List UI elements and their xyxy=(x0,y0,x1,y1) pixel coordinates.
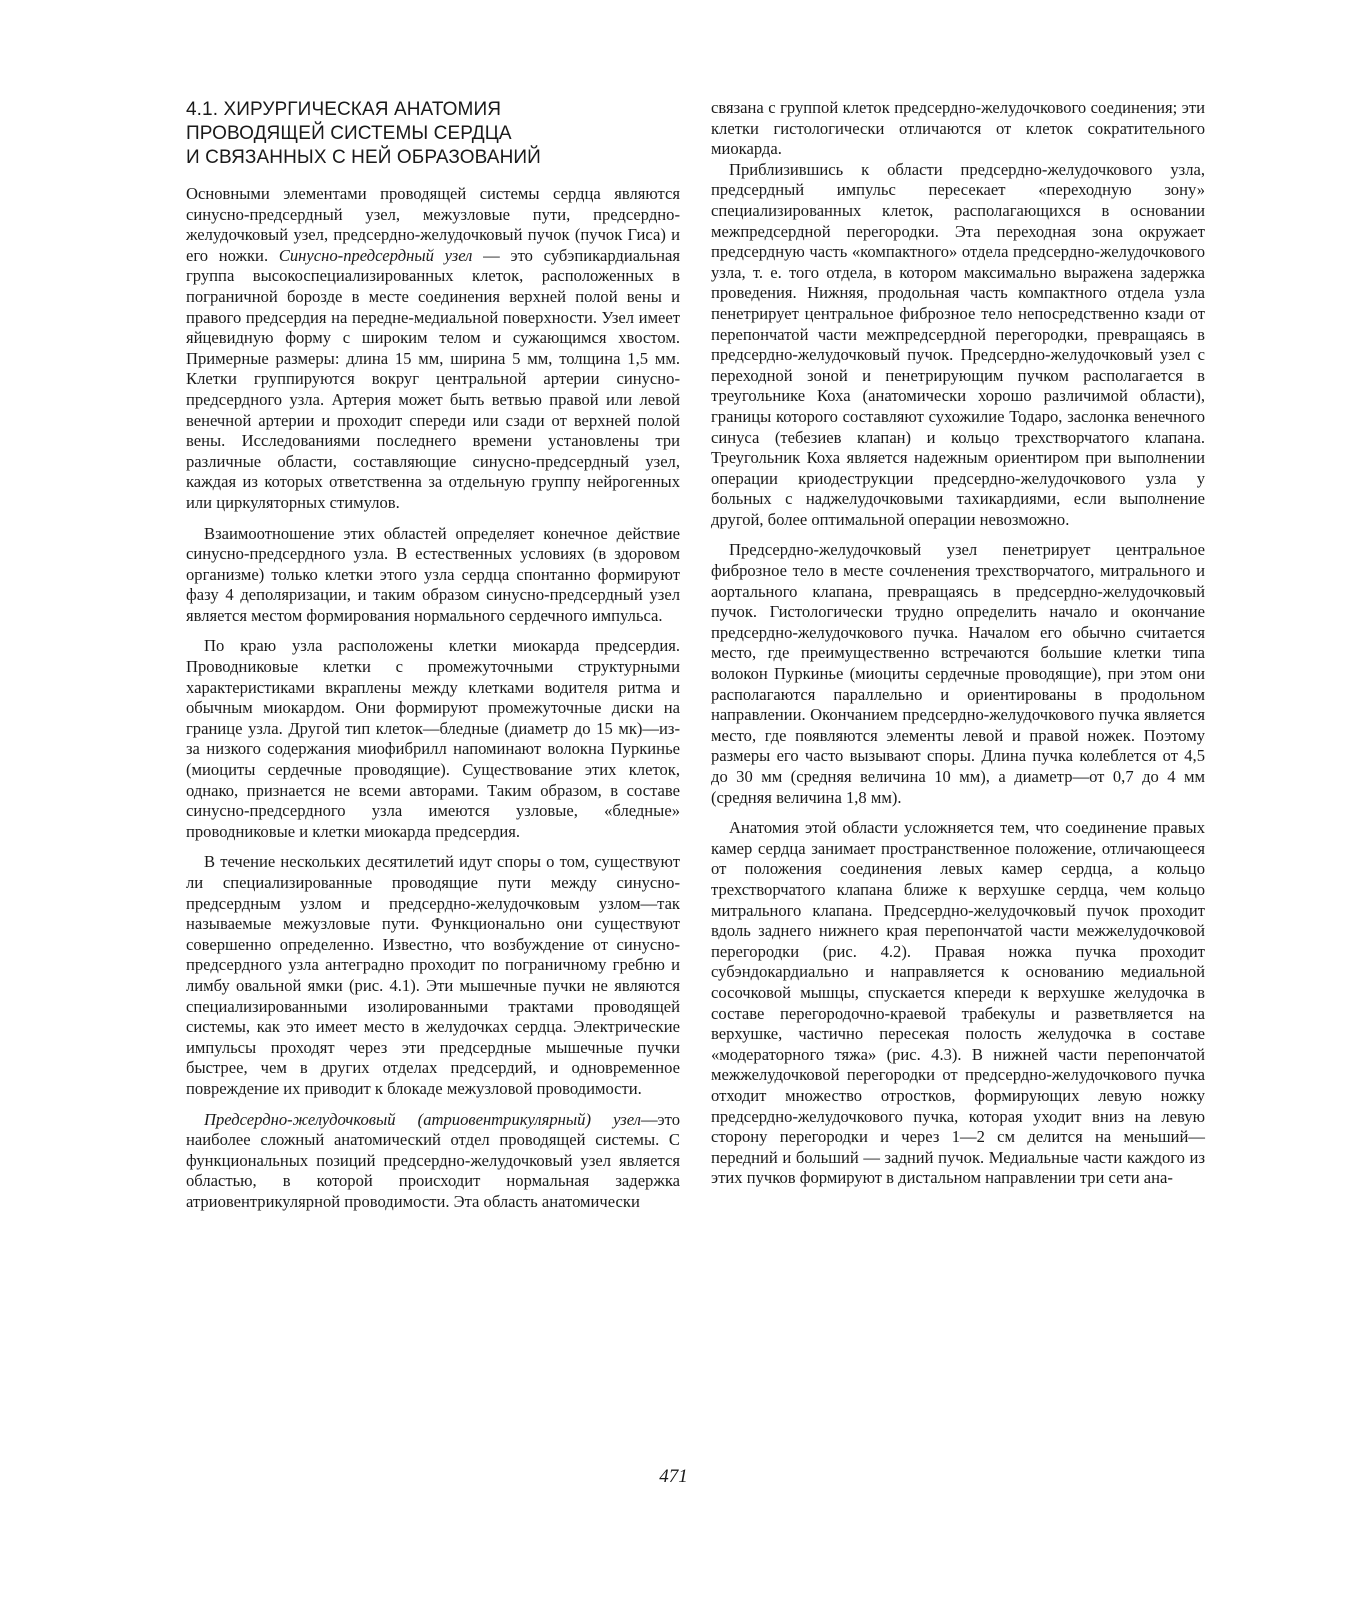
left-column xyxy=(186,98,680,1213)
italic-term: Синусно-предсердный узел xyxy=(278,245,473,265)
paragraph: В течение нескольких десятилетий идут споры о том, существуют ли специализированные проводящие пути между синусно-предсердным узлом и предсердно-желудочковым узлом—так называемые межузловые пути. Функционально они существуют совершенно определенно. Известно, что возбуждение от синусно-предсердного узла антеградно проходит по пограничному гребню и лимбу овальной ямки (рис. 4.1). Эти мышечные пучки не являются специализированными изолированными трактами проводящей системы, как это имеет место в желудочках сердца. Электрические импульсы проходят через эти предсердные мышечные пучки быстрее, чем в других отделах предсердий, и одновременное повреждение их приводит к блокаде межузловой проводимости. xyxy=(186,852,680,1098)
paragraph-text: —это наиболее сложный анатомический отдел проводящей системы. С функциональных позиций предсердно-желудочковый узел является областью, в которой происходит нормальная задержка атриовентрикулярной проводимости. Эта область анатомически xyxy=(186,1109,680,1211)
paragraph: Взаимоотношение этих областей определяет конечное действие синусно-предсердного узла. В естественных условиях (в здоровом организме) только клетки этого узла сердца спонтанно формируют фазу 4 деполяризации, и таким образом синусно-предсердный узел является местом формирования нормального сердечного импульса. xyxy=(186,523,680,625)
heading-line: И СВЯЗАННЫХ С НЕЙ ОБРАЗОВАНИЙ xyxy=(186,147,541,168)
heading-line: 4.1. ХИРУРГИЧЕСКАЯ АНАТОМИЯ xyxy=(186,99,502,120)
paragraph: Приблизившись к области предсердно-желудочкового узла, предсердный импульс пересекает «переходную зону» специализированных клеток, располагающихся в основании межпредсердной перегородки. Эта переходная зона окружает предсердную часть «компактного» отдела предсердно-желудочкового узла, т. е. того отдела, в котором максимально выражена задержка проведения. Нижняя, продольная часть компактного отдела узла пенетрирует центральное фиброзное тело непосредственно кзади от перепончатой части межпредсердной перегородки, превращаясь в предсердно-желудочковый пучок. Предсердно-желудочковый узел с переходной зоной и пенетрирующим пучком располагается в треугольнике Коха (анатомически хорошо различимой области), границы которого составляют сухожилие Тодаро, заслонка венечного синуса (тебезиев клапан) и кольцо трехстворчатого клапана. Треугольник Коха является надежным ориентиром при выполнении операции криодеструкции предсердно-желудочкового узла у больных с наджелудочковыми тахикардиями, если выполнение другой, более оптимальной операции невозможно. xyxy=(711,159,1205,529)
right-column xyxy=(711,98,1205,1189)
paragraph: Анатомия этой области усложняется тем, что соединение правых камер сердца занимает пространственное положение, отличающееся от положения соединения левых камер сердца, а кольцо трехстворчатого клапана ближе к верхушке сердца, чем кольцо митрального клапана. Предсердно-желудочковый пучок проходит вдоль заднего нижнего края перепончатой части межжелудочковой перегородки (рис. 4.2). Правая ножка пучка проходит субэндокардиально и направляется к основанию медиальной сосочковой мышцы, спускается кпереди к верхушке желудочка в составе перегородочно-краевой трабекулы и разветвляется на верхушке, частично пересекая полость желудочка в составе «модераторного тяжа» (рис. 4.3). В нижней части перепончатой межжелудочковой перегородки от предсердно-желудочкового пучка отходит множество отростков, формирующих левую ножку предсердно-желудочкового пучка, которая уходит вниз на левую сторону перегородки и через 1—2 см делится на меньший—передний и больший — задний пучок. Медиальные части каждого из этих пучков формируют в дистальном направлении три сети ана- xyxy=(711,818,1205,1188)
paragraph xyxy=(186,1110,680,1213)
paragraph-text: — это субэпикардиальная группа высокоспециализированных клеток, расположенных в пограничной борозде в месте соединения верхней полой вены и правого предсердия на передне-медиальной поверхности. Узел имеет яйцевидную форму с широким телом и сужающимся хвостом. Примерные размеры: длина 15 мм, ширина 5 мм, толщина 1,5 мм. Клетки группируются вокруг центральной артерии синусно-предсердного узла. Артерия может быть ветвью правой или левой венечной артерии и проходит спереди или сзади от верхней полой вены. Исследованиями последнего времени установлены три различные области, составляющие синусно-предсердный узел, каждая из которых ответственна за отдельную группу нейрогенных или циркуляторных стимулов. xyxy=(186,245,680,512)
paragraph xyxy=(186,184,680,514)
paragraph-text: Основными элементами проводящей системы сердца являются синусно-предсердный узел, межузловые пути, предсердно-желудочковый узел, предсердно-желудочковый пучок (пучок Гиса) и его ножки. xyxy=(186,184,680,265)
heading-line: ПРОВОДЯЩЕЙ СИСТЕМЫ СЕРДЦА xyxy=(186,123,512,144)
page-number: 471 xyxy=(659,1466,688,1487)
paragraph: связана с группой клеток предсердно-желудочкового соединения; эти клетки гистологически отличаются от клеток сократительного миокарда. xyxy=(711,98,1205,159)
paragraph: По краю узла расположены клетки миокарда предсердия. Проводниковые клетки с промежуточными структурными характеристиками вкраплены между клетками водителя ритма и обычным миокардом. Они формируют промежуточные диски на границе узла. Другой тип клеток—бледные (диаметр до 15 мк)—из-за низкого содержания миофибрилл напоминают волокна Пуркинье (миоциты сердечные проводящие). Существование этих клеток, однако, признается не всеми авторами. Таким образом, в составе синусно-предсердного узла имеются узловые, «бледные» проводниковые и клетки миокарда предсердия. xyxy=(186,636,680,841)
paragraph: Предсердно-желудочковый узел пенетрирует центральное фиброзное тело в месте сочленения трехстворчатого, митрального и аортального клапана, превращаясь в предсердно-желудочковый пучок. Гистологически трудно определить начало и окончание предсердно-желудочкового пучка. Началом его обычно считается место, где преимущественно встречаются большие клетки типа волокон Пуркинье (миоциты сердечные проводящие), при этом они располагаются параллельно и ориентированы в продольном направлении. Окончанием предсердно-желудочкового пучка является место, где появляются элементы левой и правой ножек. Поэтому размеры его часто вызывают споры. Длина пучка колеблется от 4,5 до 30 мм (средняя величина 10 мм), а диаметр—от 0,7 до 4 мм (средняя величина 1,8 мм). xyxy=(711,540,1205,807)
italic-term: Предсердно-желудочковый (атриовентрикулярный) узел xyxy=(204,1109,641,1129)
section-heading xyxy=(186,98,680,170)
